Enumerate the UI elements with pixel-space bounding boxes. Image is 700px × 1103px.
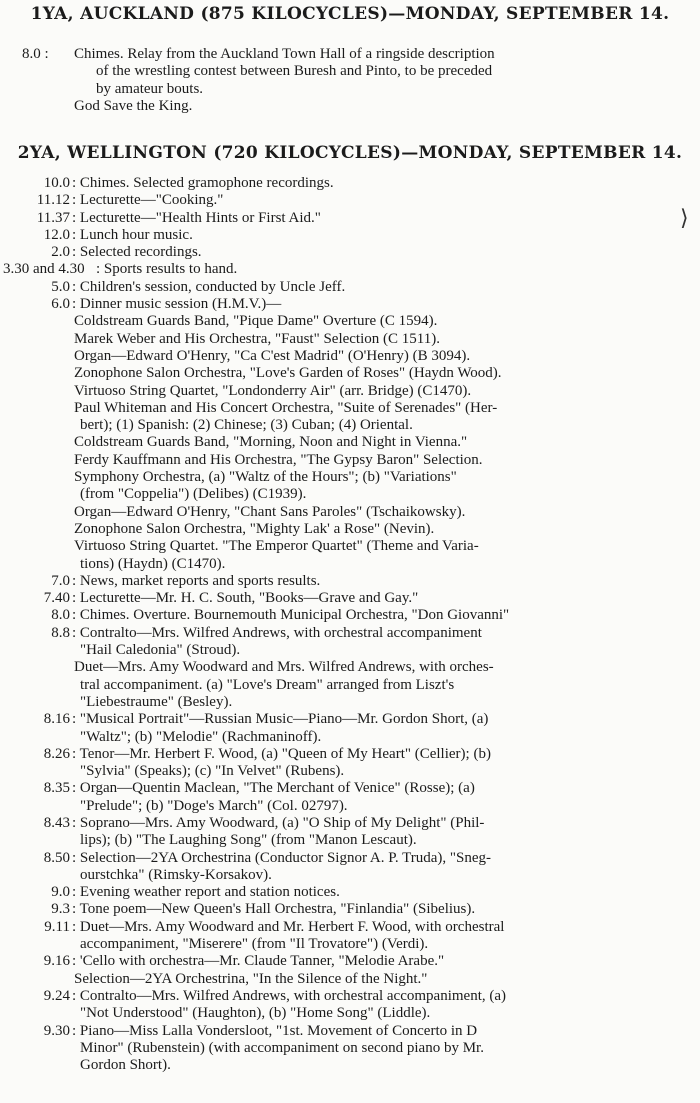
programme-entry — [0, 279, 700, 296]
programme-entry — [0, 625, 700, 660]
entry-time: 9.0 — [51, 884, 70, 901]
programme-entry — [0, 850, 700, 885]
entry-text-line: bert); (1) Spanish: (2) Chinese; (3) Cuban; (4) Oriental. — [80, 417, 413, 434]
entry-time: 9.11 — [44, 918, 70, 935]
entry-time: 2.0 — [51, 244, 70, 261]
entry-time: 9.24 — [43, 987, 70, 1004]
entry-text-line: "Waltz"; (b) "Melodie" (Rachmaninoff). — [80, 728, 322, 745]
entry-time: 5.0 — [51, 278, 70, 295]
programme-entry — [0, 988, 700, 1023]
station-heading-2ya: 2YA, WELLINGTON (720 KILOCYCLES)—MONDAY, SEPTEMBER 14. — [17, 143, 683, 163]
entry-text-line: : 'Cello with orchestra—Mr. Claude Tanner, "Melodie Arabe." — [72, 953, 445, 970]
entry-text-line: Ferdy Kauffmann and His Orchestra, "The Gypsy Baron" Selection. — [74, 451, 483, 468]
programme-entry — [0, 210, 700, 227]
entry-text-line: of the wrestling contest between Buresh and Pinto, to be preceded — [96, 63, 493, 80]
programme-entry — [0, 452, 700, 469]
entry-text-line: : Contralto—Mrs. Wilfred Andrews, with orchestral accompaniment, (a) — [72, 987, 507, 1004]
entry-time: 10.0 — [43, 175, 70, 191]
entry-time: 11.12 — [36, 192, 70, 209]
entry-time: 8.0 — [51, 607, 70, 624]
entry-text-line: Coldstream Guards Band, "Pique Dame" Overture (C 1594). — [74, 313, 438, 330]
programme-entry — [0, 607, 700, 624]
entry-time: 8.16 — [43, 711, 70, 728]
programme-entry — [0, 971, 700, 988]
entry-text-line: Zonophone Salon Orchestra, "Mighty Lak' a Rose" (Nevin). — [74, 520, 435, 537]
entry-time: 7.40 — [43, 590, 70, 607]
programme-entry — [0, 780, 700, 815]
entry-text-line: Gordon Short). — [80, 1057, 171, 1074]
programme-entry — [0, 953, 700, 970]
entry-time: 9.3 — [51, 901, 70, 918]
entry-text-line: : Lecturette—Mr. H. C. South, "Books—Grave and Gay." — [72, 590, 419, 607]
entry-text-line: : Lecturette—"Health Hints or First Aid." — [72, 209, 321, 226]
entry-text-line: "Prelude"; (b) "Doge's March" (Col. 02797). — [80, 797, 348, 814]
programme-1ya — [0, 46, 700, 115]
programme-entry — [0, 538, 700, 573]
entry-text-line: : Sports results to hand. — [96, 261, 238, 278]
programme-entry — [0, 383, 700, 400]
entry-text-line: : "Musical Portrait"—Russian Music—Piano—Mr. Gordon Short, (a) — [72, 711, 489, 728]
entry-text-line: ourstchka" (Rimsky-Korsakov). — [80, 866, 272, 883]
programme-entry — [0, 434, 700, 451]
entry-text-line: Minor" (Rubenstein) (with accompaniment on second piano by Mr. — [80, 1039, 484, 1056]
entry-text-line: (from "Coppelia") (Delibes) (C1939). — [80, 486, 307, 503]
programme-entry — [0, 46, 700, 98]
programme-entry — [0, 573, 700, 590]
programme-entry — [0, 521, 700, 538]
programme-entry — [0, 1023, 700, 1075]
entry-text-line: God Save the King. — [74, 97, 193, 114]
entry-text-line: accompaniment, "Miserere" (from "Il Trovatore") (Verdi). — [80, 936, 429, 953]
entry-text-line: : Piano—Miss Lalla Vondersloot, "1st. Movement of Concerto in D — [72, 1022, 478, 1039]
entry-text-line: : Tenor—Mr. Herbert F. Wood, (a) "Queen of My Heart" (Cellier); (b) — [72, 745, 491, 762]
entry-text-line: : Organ—Quentin Maclean, "The Merchant of Venice" (Rosse); (a) — [72, 780, 475, 797]
programme-entry — [0, 261, 700, 278]
entry-text-line: : Children's session, conducted by Uncle Jeff. — [72, 278, 346, 295]
entry-text-line: Duet—Mrs. Amy Woodward and Mrs. Wilfred Andrews, with orches- — [74, 659, 494, 676]
entry-time: 8.35 — [43, 780, 70, 797]
entry-text-line: Chimes. Relay from the Auckland Town Hall of a ringside description — [74, 46, 495, 62]
entry-time: 7.0 — [51, 572, 70, 589]
entry-text-line: tral accompaniment. (a) "Love's Dream" arranged from Liszt's — [80, 676, 455, 693]
entry-text-line: Organ—Edward O'Henry, "Chant Sans Paroles" (Tschaikowsky). — [74, 503, 466, 520]
entry-text-line: : Dinner music session (H.M.V.)— — [72, 296, 282, 313]
entry-time: 3.30 and 4.30 — [3, 261, 85, 278]
programme-entry — [0, 98, 700, 115]
entry-text-line: : Chimes. Overture. Bournemouth Municipal Orchestra, "Don Giovanni" — [72, 607, 510, 624]
entry-time: 8.26 — [43, 745, 70, 762]
entry-time: 8.43 — [43, 814, 70, 831]
programme-entry — [0, 711, 700, 746]
programme-entry — [0, 504, 700, 521]
entry-text-line: Paul Whiteman and His Concert Orchestra, "Suite of Serenades" (Her- — [74, 399, 498, 416]
programme-entry — [0, 469, 700, 504]
entry-text-line: : Tone poem—New Queen's Hall Orchestra, "Finlandia" (Sibelius). — [72, 901, 476, 918]
entry-time: 9.30 — [43, 1022, 70, 1039]
entry-time: 9.16 — [43, 953, 70, 970]
entry-text-line: lips); (b) "The Laughing Song" (from "Manon Lescaut). — [80, 832, 417, 849]
programme-entry — [0, 659, 700, 711]
programme-entry — [0, 348, 700, 365]
entry-text-line: : Selection—2YA Orchestrina (Conductor Signor A. P. Truda), "Sneg- — [72, 849, 492, 866]
entry-text-line: Selection—2YA Orchestrina, "In the Silence of the Night." — [74, 970, 428, 987]
entry-time: 8.8 — [51, 624, 70, 641]
programme-entry — [0, 590, 700, 607]
entry-text-line: "Sylvia" (Speaks); (c) "In Velvet" (Rubens). — [80, 763, 345, 780]
entry-text-line: "Liebestraume" (Besley). — [80, 693, 233, 710]
entry-text-line: : Contralto—Mrs. Wilfred Andrews, with orchestral accompaniment — [72, 624, 482, 641]
entry-text-line: Marek Weber and His Orchestra, "Faust" Selection (C 1511). — [74, 330, 440, 347]
entry-time: 12.0 — [43, 226, 70, 243]
programme-entry — [0, 400, 700, 435]
entry-text-line: : Lecturette—"Cooking." — [72, 192, 224, 209]
entry-text-line: Virtuoso String Quartet. "The Emperor Quartet" (Theme and Varia- — [74, 538, 479, 555]
entry-text-line: "Hail Caledonia" (Stroud). — [80, 642, 241, 659]
programme-entry — [0, 192, 700, 209]
programme-entry — [0, 919, 700, 954]
margin-mark-icon: ⟩ — [680, 205, 689, 230]
entry-time: 11.37 — [36, 209, 70, 226]
programme-entry — [0, 175, 700, 192]
entry-text-line: Symphony Orchestra, (a) "Waltz of the Hours"; (b) "Variations" — [74, 469, 457, 486]
programme-entry — [0, 884, 700, 901]
entry-text-line: : Lunch hour music. — [72, 226, 193, 243]
programme-2ya — [0, 175, 700, 1074]
entry-time: 8.0 : — [22, 46, 49, 62]
programme-entry — [0, 313, 700, 330]
entry-text-line: by amateur bouts. — [96, 80, 204, 97]
entry-text-line: : Duet—Mrs. Amy Woodward and Mr. Herbert F. Wood, with orchestral — [72, 918, 505, 935]
entry-time: 8.50 — [43, 849, 70, 866]
entry-text-line: : Evening weather report and station notices. — [72, 884, 340, 901]
entry-time: 6.0 — [51, 296, 70, 313]
entry-text-line: : Selected recordings. — [72, 244, 202, 261]
entry-text-line: "Not Understood" (Haughton), (b) "Home Song" (Liddle). — [80, 1005, 431, 1022]
entry-text-line: Coldstream Guards Band, "Morning, Noon and Night in Vienna." — [74, 434, 468, 451]
programme-entry — [0, 296, 700, 313]
entry-text-line: Organ—Edward O'Henry, "Ca C'est Madrid" (O'Henry) (B 3094). — [74, 347, 471, 364]
programme-entry — [0, 746, 700, 781]
entry-text-line: : News, market reports and sports results. — [72, 572, 321, 589]
programme-entry — [0, 815, 700, 850]
programme-entry — [0, 365, 700, 382]
entry-text-line: tions) (Haydn) (C1470). — [80, 555, 226, 572]
entry-text-line: : Soprano—Mrs. Amy Woodward, (a) "O Ship of My Delight" (Phil- — [72, 814, 485, 831]
programme-entry — [0, 227, 700, 244]
station-heading-1ya: 1YA, AUCKLAND (875 KILOCYCLES)—MONDAY, SEPTEMBER 14. — [30, 4, 670, 24]
programme-entry — [0, 331, 700, 348]
entry-text-line: Virtuoso String Quartet, "Londonderry Air" (arr. Bridge) (C1470). — [74, 382, 472, 399]
entry-text-line: Zonophone Salon Orchestra, "Love's Garden of Roses" (Haydn Wood). — [74, 365, 502, 382]
entry-text-line: : Chimes. Selected gramophone recordings. — [72, 175, 334, 191]
programme-entry — [0, 244, 700, 261]
programme-entry — [0, 901, 700, 918]
